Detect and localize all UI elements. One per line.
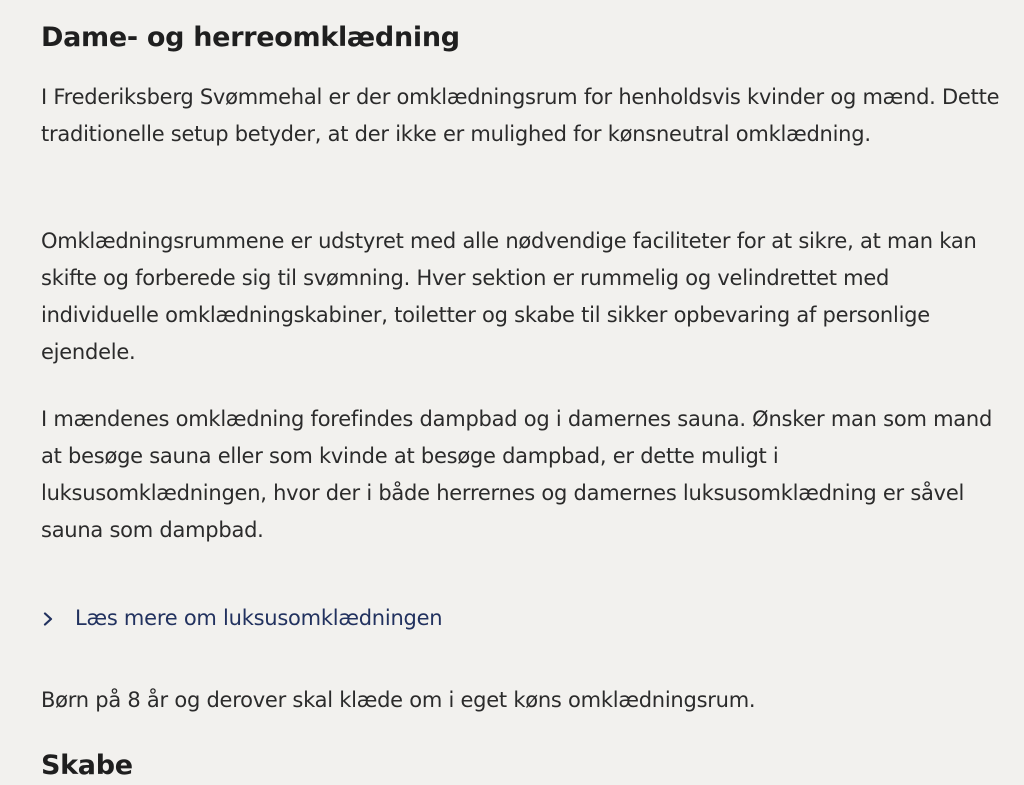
paragraph-facilities: Omklædningsrummene er udstyret med alle nødvendige faciliteter for at sikre, at man kan skifte og forberede sig til svømning. Hver sektion er rummelig og velindrettet med individuelle omklædningskabiner, toiletter og skabe til sikker opbevaring af personlige ejendele. [41, 229, 977, 364]
read-more-label: Læs mere om luksusomklædningen [75, 606, 443, 630]
chevron-right-icon [41, 612, 55, 626]
paragraph-intro: I Frederiksberg Svømmehal er der omklædningsrum for henholdsvis kvinder og mænd. Dette traditionelle setup betyder, at der ikke er mulighed for kønsneutral omklædning. [41, 85, 1000, 146]
section-heading: Dame- og herreomklædning [41, 22, 460, 53]
paragraph-children-note: Børn på 8 år og derover skal klæde om i eget køns omklædningsrum. [41, 688, 756, 712]
paragraph-sauna-steam: I mændenes omklædning forefindes dampbad og i damernes sauna. Ønsker man som mand at besøge sauna eller som kvinde at besøge dampbad, er dette muligt i luksusomklædningen, hvor der i både herrernes og damernes luksusomklædning er såvel sauna som dampbad. [41, 407, 993, 542]
next-section-heading: Skabe [41, 750, 133, 781]
read-more-link[interactable] [41, 600, 442, 637]
